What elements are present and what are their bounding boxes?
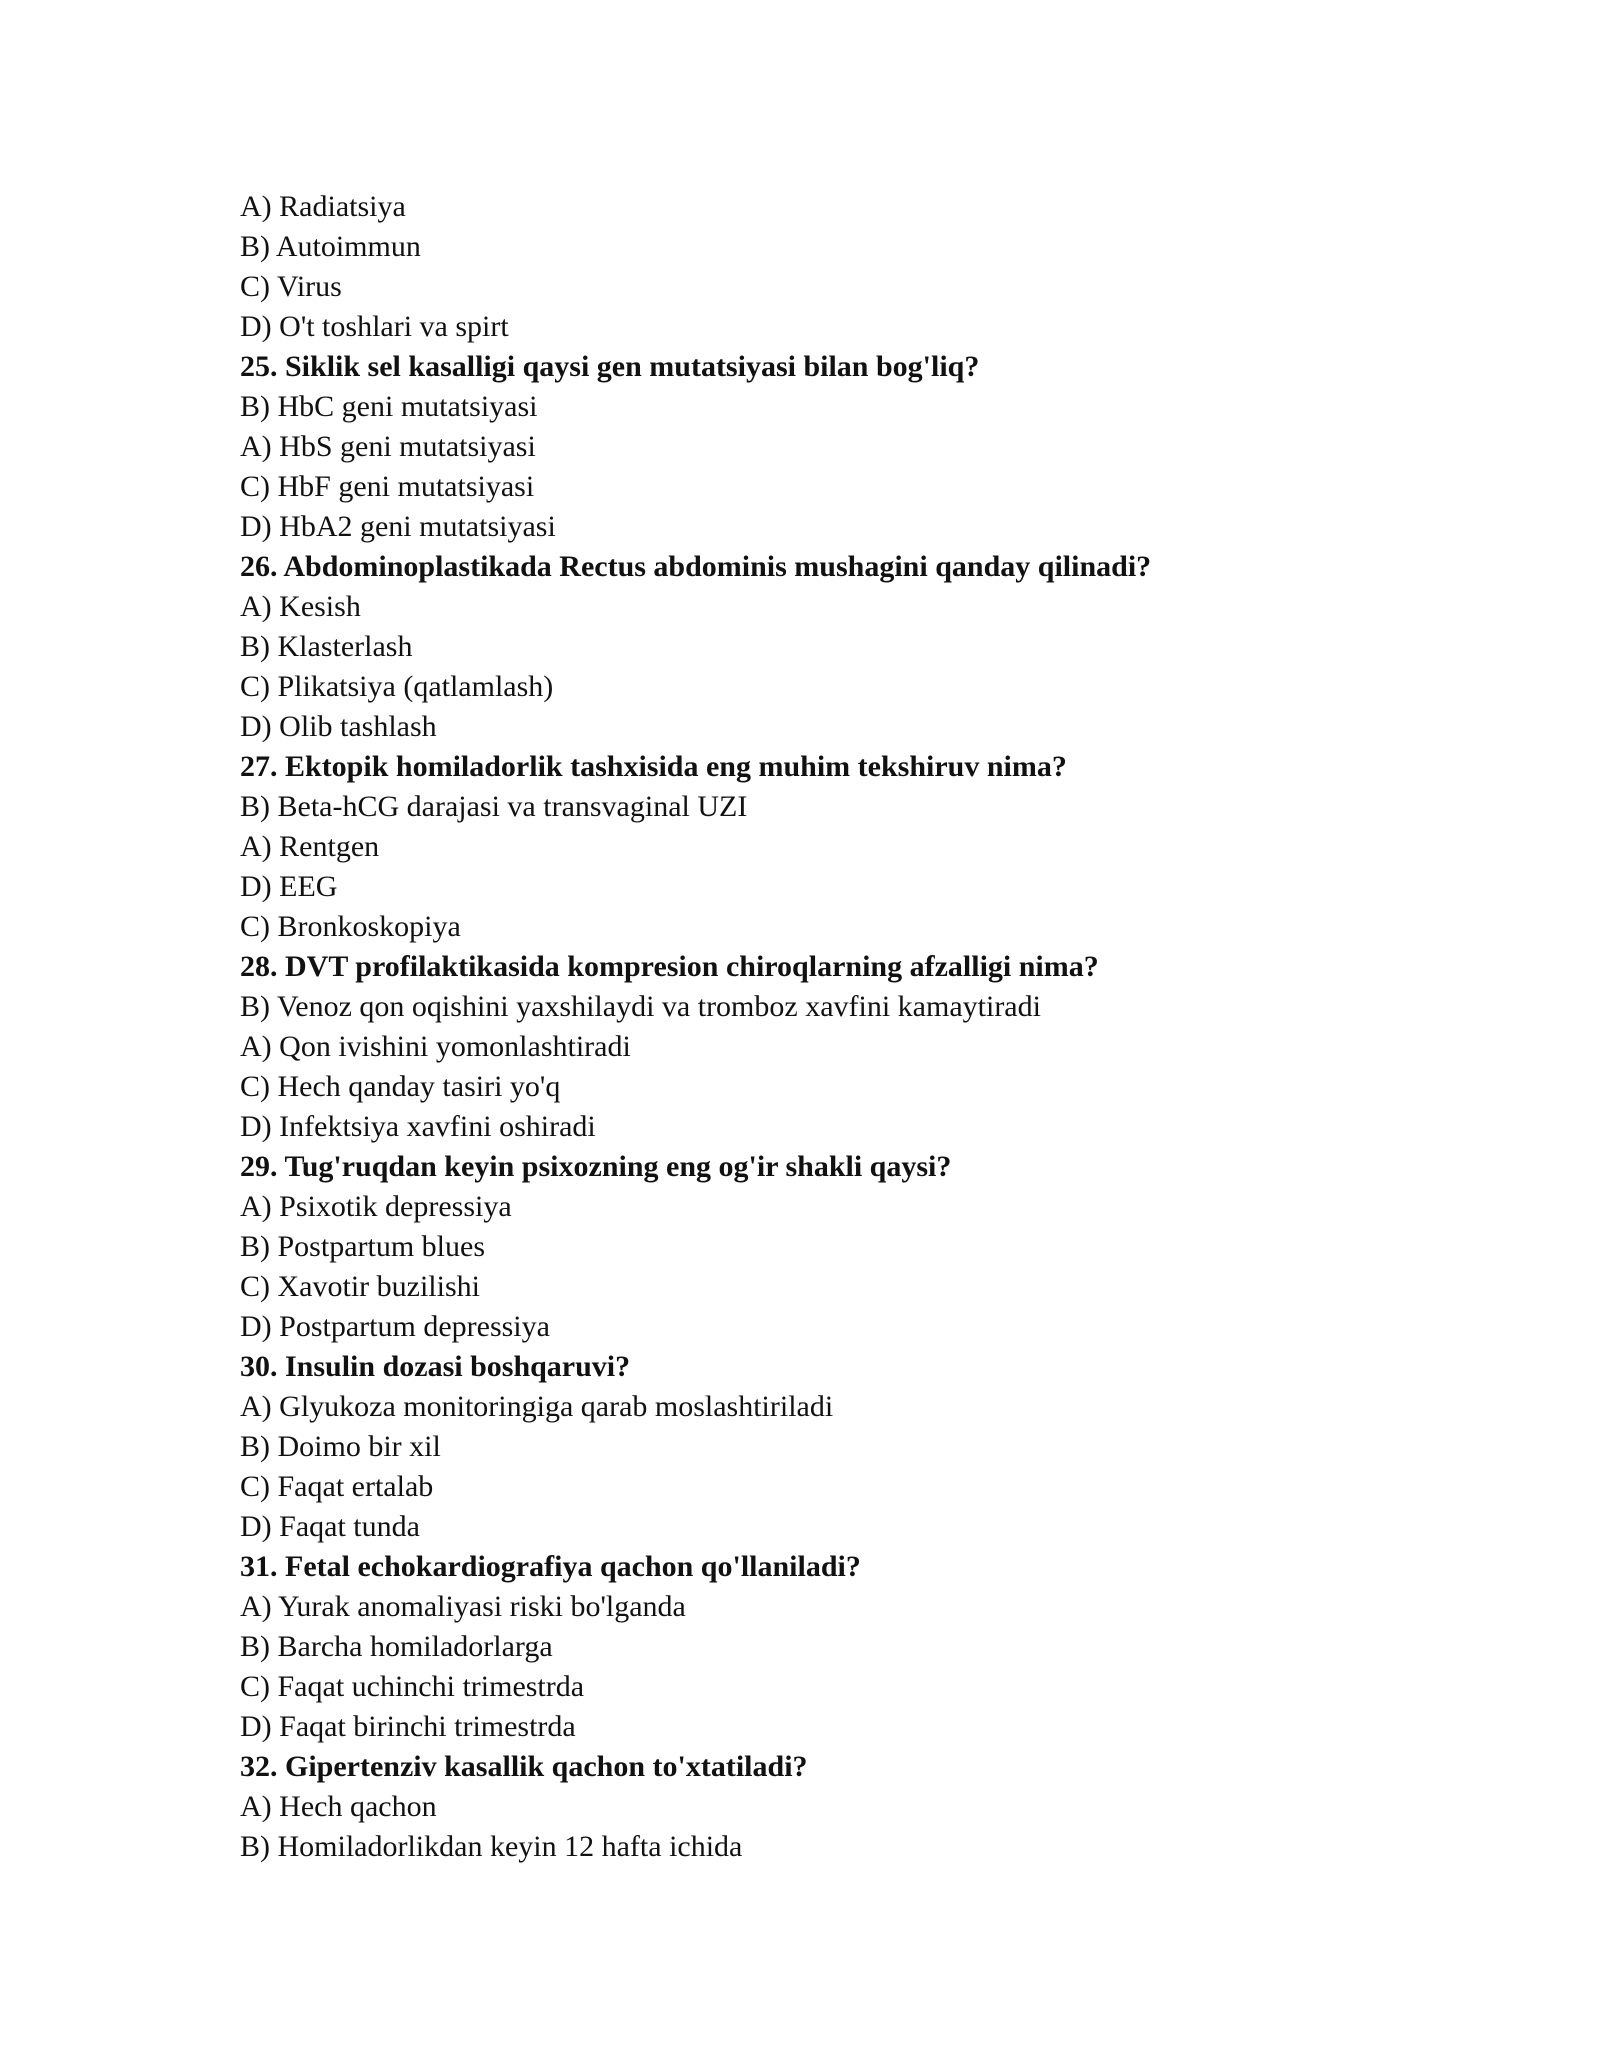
question-heading: 27. Ektopik homiladorlik tashxisida eng muhim tekshiruv nima? [240,750,1067,783]
answer-option: B) Klasterlash [240,630,413,663]
answer-option: C) Bronkoskopiya [240,910,461,943]
question-heading: 29. Tug'ruqdan keyin psixozning eng og'ir shakli qaysi? [240,1150,952,1183]
answer-option: C) Hech qanday tasiri yo'q [240,1070,561,1103]
question-heading: 30. Insulin dozasi boshqaruvi? [240,1350,631,1383]
answer-option: C) Plikatsiya (qatlamlash) [240,670,554,703]
answer-option: D) Postpartum depressiya [240,1310,550,1343]
answer-option: A) Hech qachon [240,1790,437,1823]
answer-option: A) Psixotik depressiya [240,1190,512,1223]
answer-option: D) O't toshlari va spirt [240,310,509,343]
answer-option: B) Venoz qon oqishini yaxshilaydi va tromboz xavfini kamaytiradi [240,990,1041,1023]
answer-option: B) HbC geni mutatsiyasi [240,390,538,423]
answer-option: B) Barcha homiladorlarga [240,1630,553,1663]
answer-option: D) Faqat birinchi trimestrda [240,1710,576,1743]
answer-option: A) Rentgen [240,830,380,863]
answer-option: D) EEG [240,870,338,903]
question-heading: 31. Fetal echokardiografiya qachon qo'llaniladi? [240,1550,861,1583]
answer-option: C) Xavotir buzilishi [240,1270,480,1303]
answer-option: A) Radiatsiya [240,190,406,223]
answer-option: A) Yurak anomaliyasi riski bo'lganda [240,1590,686,1623]
answer-option: A) Kesish [240,590,361,623]
answer-option: D) Olib tashlash [240,710,437,743]
document-page [240,187,1460,1867]
answer-option: A) Glyukoza monitoringiga qarab moslashtiriladi [240,1390,834,1423]
answer-option: C) Faqat ertalab [240,1470,434,1503]
answer-option: A) HbS geni mutatsiyasi [240,430,536,463]
answer-option: B) Beta-hCG darajasi va transvaginal UZI [240,790,748,823]
answer-option: B) Postpartum blues [240,1230,485,1263]
answer-option: C) Virus [240,270,342,303]
question-heading: 32. Gipertenziv kasallik qachon to'xtatiladi? [240,1750,808,1783]
answer-option: B) Autoimmun [240,230,421,263]
question-heading: 25. Siklik sel kasalligi qaysi gen mutatsiyasi bilan bog'liq? [240,350,980,383]
answer-option: C) HbF geni mutatsiyasi [240,470,535,503]
question-heading: 26. Abdominoplastikada Rectus abdominis mushagini qanday qilinadi? [240,550,1152,583]
answer-option: B) Homiladorlikdan keyin 12 hafta ichida [240,1830,743,1863]
question-heading: 28. DVT profilaktikasida kompresion chiroqlarning afzalligi nima? [240,950,1099,983]
answer-option: D) Faqat tunda [240,1510,420,1543]
answer-option: C) Faqat uchinchi trimestrda [240,1670,585,1703]
answer-option: B) Doimo bir xil [240,1430,441,1463]
answer-option: A) Qon ivishini yomonlashtiradi [240,1030,631,1063]
answer-option: D) Infektsiya xavfini oshiradi [240,1110,596,1143]
answer-option: D) HbA2 geni mutatsiyasi [240,510,556,543]
